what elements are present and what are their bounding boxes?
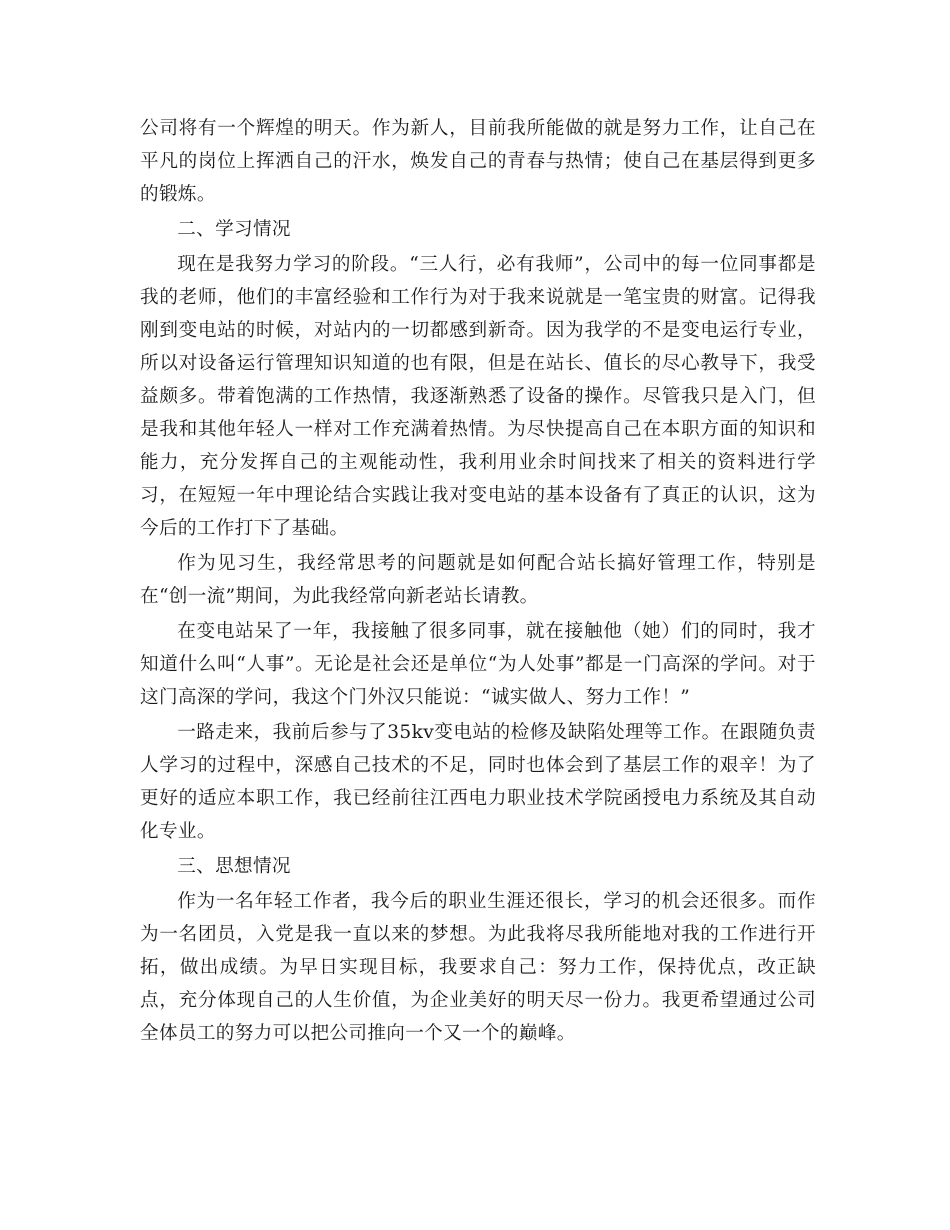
- paragraph-thought-goals: 作为一名年轻工作者，我今后的职业生涯还很长，学习的机会还很多。而作为一名团员，入党是我一直以来的梦想。为此我将尽我所能地对我的工作进行开拓，做出成绩。为早日实现目标，我要求自己：努力工作，保持优点，改正缺点，充分体现自己的人生价值，为企业美好的明天尽一份力。我更希望通过公司全体员工的努力可以把公司推向一个又一个的巅峰。: [140, 891, 816, 1044]
- document-page: [140, 112, 816, 1052]
- paragraph-study-stage: 现在是我努力学习的阶段。“三人行，必有我师”，公司中的每一位同事都是我的老师，他们的丰富经验和工作行为对于我来说就是一笔宝贵的财富。记得我刚到变电站的时候，对站内的一切都感到新奇。因为我学的不是变电运行专业，所以对设备运行管理知识知道的也有限，但是在站长、值长的尽心教导下，我受益颇多。带着饱满的工作热情，我逐渐熟悉了设备的操作。尽管我只是入门，但是我和其他年轻人一样对工作充满着热情。为尽快提高自己在本职方面的知识和能力，充分发挥自己的主观能动性，我利用业余时间找来了相关的资料进行学习，在短短一年中理论结合实践让我对变电站的基本设备有了真正的认识，这为今后的工作打下了基础。: [140, 254, 816, 539]
- paragraph-personnel-affairs: 在变电站呆了一年，我接触了很多同事，就在接触他（她）们的同时，我才知道什么叫“人事”。无论是社会还是单位“为人处事”都是一门高深的学问。对于这门高深的学问，我这个门外汉只能说：“诚实做人、努力工作！”: [140, 621, 816, 708]
- paragraph-intro-continuation: 公司将有一个辉煌的明天。作为新人，目前我所能做的就是努力工作，让自己在平凡的岗位上挥洒自己的汗水，焕发自己的青春与热情；使自己在基层得到更多的锻炼。: [140, 118, 816, 205]
- section-heading-thought: 三、思想情况: [177, 856, 291, 877]
- paragraph-maintenance-work: 一路走来，我前后参与了35kv变电站的检修及缺陷处理等工作。在跟随负责人学习的过程中，深感自己技术的不足，同时也体会到了基层工作的艰辛！为了更好的适应本职工作，我已经前往江西电力职业技术学院函授电力系统及其自动化专业。: [140, 722, 816, 842]
- section-heading-study: 二、学习情况: [177, 219, 291, 240]
- paragraph-trainee-thinking: 作为见习生，我经常思考的问题就是如何配合站长搞好管理工作，特别是在“创一流”期间，为此我经常向新老站长请教。: [140, 553, 816, 607]
